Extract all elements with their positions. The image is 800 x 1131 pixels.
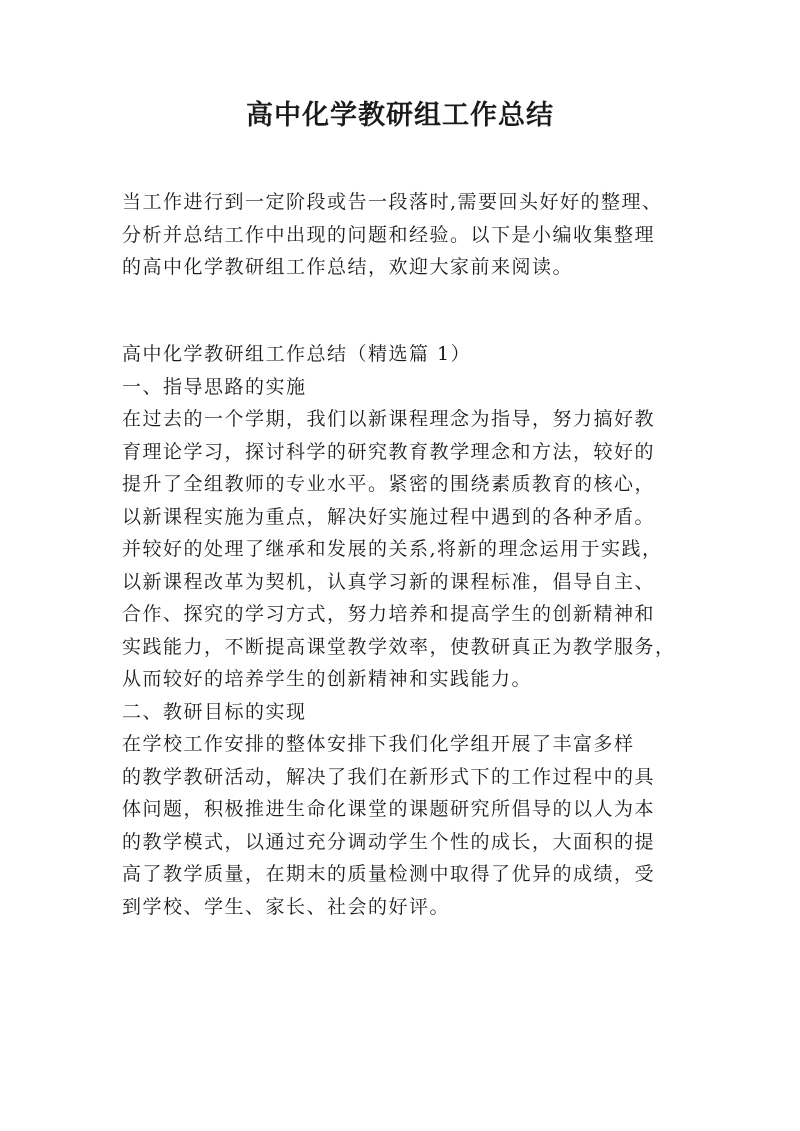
section-heading: 高中化学教研组工作总结（精选篇 1） [122, 343, 472, 365]
subheading-research-goals: 二、教研目标的实现 [122, 700, 307, 723]
text-line: 的教学模式，以通过充分调动学生个性的成长，大面积的提 [122, 830, 656, 853]
text-line: 当工作进行到一定阶段或告一段落时,需要回头好好的整理、 [122, 191, 663, 213]
paragraph-research-goals [122, 728, 682, 923]
text-line: 以新课程实施为重点，解决好实施过程中遇到的各种矛盾。 [122, 505, 656, 528]
text-line: 高了教学质量，在期末的质量检测中取得了优异的成绩，受 [122, 863, 656, 885]
intro-paragraph [122, 186, 682, 284]
text-line: 的教学教研活动，解决了我们在新形式下的工作过程中的具 [122, 765, 656, 788]
paragraph-guiding-ideas [122, 403, 682, 696]
text-line: 分析并总结工作中出现的问题和经验。以下是小编收集整理 [122, 223, 656, 246]
text-line: 到学校、学生、家长、社会的好评。 [122, 895, 451, 918]
main-content [122, 338, 682, 923]
text-line: 并较好的处理了继承和发展的关系,将新的理念运用于实践， [122, 538, 663, 560]
text-line: 在过去的一个学期，我们以新课程理念为指导，努力搞好教 [122, 408, 656, 430]
text-line: 以新课程改革为契机，认真学习新的课程标准，倡导自主、 [122, 570, 656, 593]
text-line: 体问题，积极推进生命化课堂的课题研究所倡导的以人为本 [122, 798, 656, 820]
text-line: 育理论学习，探讨科学的研究教育教学理念和方法，较好的 [122, 440, 656, 463]
document-title: 高中化学教研组工作总结 [246, 100, 554, 131]
subheading-guiding-ideas: 一、指导思路的实施 [122, 375, 307, 398]
text-line: 实践能力，不断提高课堂教学效率，使教研真正为教学服务， [122, 635, 676, 658]
text-line: 从而较好的培养学生的创新精神和实践能力。 [122, 668, 533, 690]
text-line: 提升了全组教师的专业水平。紧密的围绕素质教育的核心， [122, 473, 656, 495]
text-line: 合作、探究的学习方式，努力培养和提高学生的创新精神和 [122, 603, 656, 625]
text-line: 的高中化学教研组工作总结，欢迎大家前来阅读。 [122, 256, 574, 278]
text-line: 在学校工作安排的整体安排下我们化学组开展了丰富多样 [122, 733, 635, 755]
